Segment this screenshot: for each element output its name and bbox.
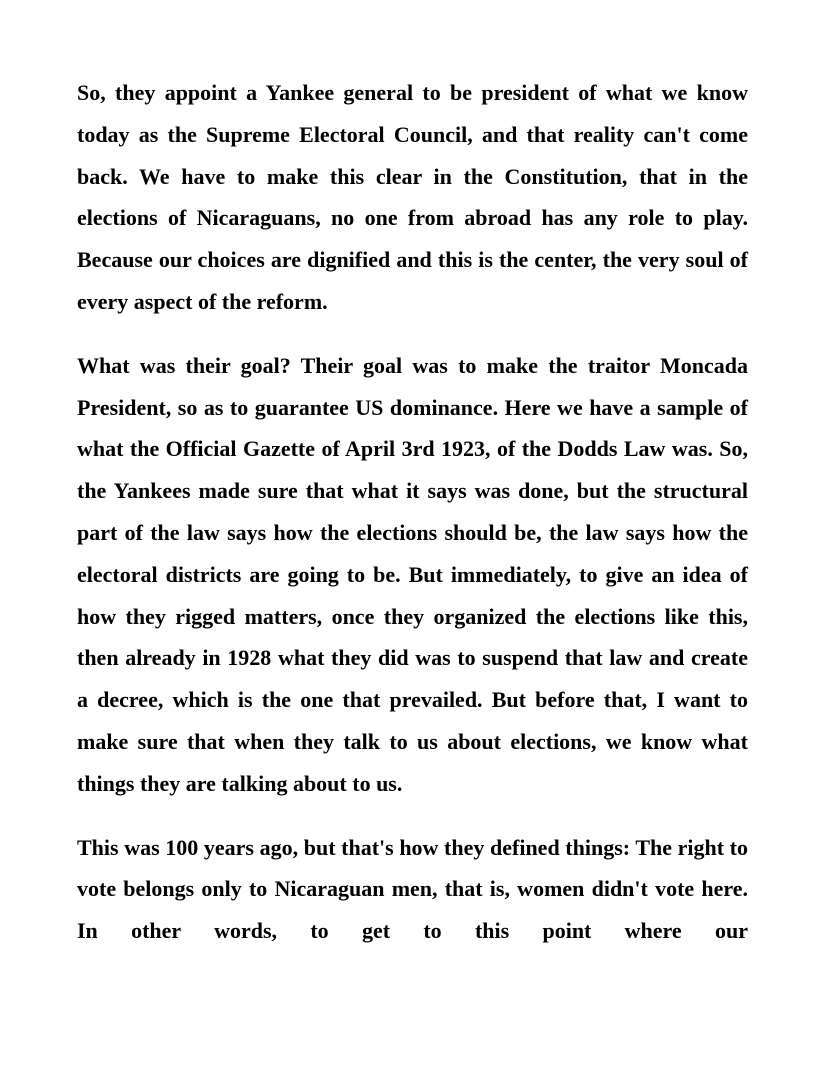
paragraph-3: This was 100 years ago, but that's how they defined things: The right to vote belongs only to Nicaraguan men, that is, women didn't vote here. In other words, to get to this point where our <box>77 834 748 944</box>
paragraph-1: So, they appoint a Yankee general to be president of what we know today as the Supreme Electoral Council, and that reality can't come back. We have to make this clear in the Constitution, that in the elections of Nicaraguans, no one from abroad has any role to play. Because our choices are dignified and this is the center, the very soul of every aspect of the reform. <box>77 80 748 314</box>
document-page <box>77 72 748 974</box>
paragraph-2: What was their goal? Their goal was to make the traitor Moncada President, so as to guarantee US dominance. Here we have a sample of what the Official Gazette of April 3rd 1923, of the Dodds Law was. So, the Yankees made sure that what it says was done, but the structural part of the law says how the elections should be, the law says how the electoral districts are going to be. But immediately, to give an idea of how they rigged matters, once they organized the elections like this, then already in 1928 what they did was to suspend that law and create a decree, which is the one that prevailed. But before that, I want to make sure that when they talk to us about elections, we know what things they are talking about to us. <box>77 352 748 796</box>
